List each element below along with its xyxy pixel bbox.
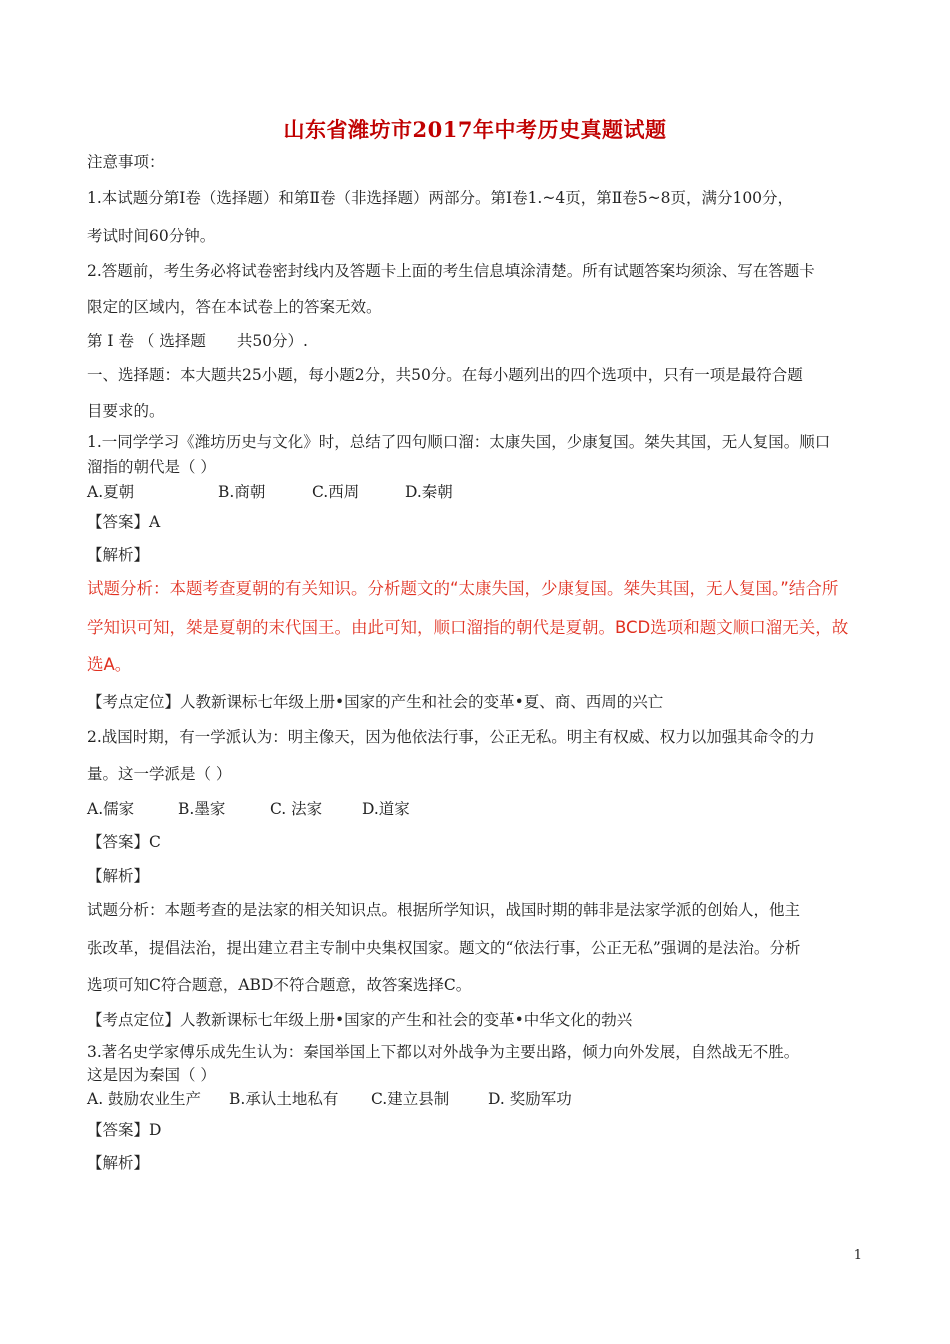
q3-option-a: A. 鼓励农业生产: [87, 1090, 202, 1108]
q3-option-d: D. 奖励军功: [488, 1090, 572, 1108]
section-intro-line-1: 一、选择题：本大题共25小题，每小题2分，共50分。在每小题列出的四个选项中，只有一项是最符合题: [87, 366, 803, 384]
q1-knowledge-point: 【考点定位】人教新课标七年级上册•国家的产生和社会的变革•夏、商、西周的兴亡: [87, 693, 664, 711]
q2-analysis-line-3: 选项可知C符合题意，ABD不符合题意，故答案选择C。: [87, 976, 472, 994]
q1-option-a: A.夏朝: [87, 483, 135, 501]
page-title: 山东省潍坊市2017年中考历史真题试题: [283, 117, 667, 142]
q1-stem-line-1: 1.一同学学习《潍坊历史与文化》时，总结了四句顺口溜：太康失国，少康复国。桀失其国，无人复国。顺口: [87, 433, 831, 451]
note-2-line-1: 2.答题前，考生务必将试卷密封线内及答题卡上面的考生信息填涂清楚。所有试题答案均须涂、写在答题卡: [87, 262, 815, 280]
q2-analysis-line-2: 张改革，提倡法治，提出建立君主专制中央集权国家。题文的“依法行事，公正无私”强调的是法治。分析: [87, 939, 801, 957]
q3-stem-line-1: 3.著名史学家傅乐成先生认为：秦国举国上下都以对外战争为主要出路，倾力向外发展，自然战无不胜。: [87, 1043, 800, 1061]
note-1-line-2: 考试时间60分钟。: [87, 227, 216, 245]
section-intro-line-2: 目要求的。: [87, 402, 165, 420]
page-number: 1: [853, 1248, 862, 1263]
q1-option-d: D.秦朝: [405, 483, 453, 501]
q2-stem-line-2: 量。这一学派是（ ）: [87, 765, 232, 783]
q3-answer: 【答案】D: [87, 1121, 162, 1139]
q3-option-b: B.承认土地私有: [229, 1090, 339, 1108]
q2-answer: 【答案】C: [87, 833, 161, 851]
q2-option-c: C. 法家: [270, 800, 323, 818]
note-1-line-1: 1.本试题分第Ⅰ卷（选择题）和第Ⅱ卷（非选择题）两部分。第Ⅰ卷1.~4页，第Ⅱ卷5~8页，满分100分，: [87, 189, 794, 207]
q3-option-c: C.建立县制: [371, 1090, 450, 1108]
notes-heading: 注意事项：: [87, 153, 165, 171]
part-1-heading: 第 Ⅰ 卷 （ 选择题 共50分）.: [87, 332, 308, 350]
q1-stem-line-2: 溜指的朝代是（ ）: [87, 458, 216, 476]
q2-option-a: A.儒家: [87, 800, 135, 818]
q1-analysis-line-2: 学知识可知，桀是夏朝的末代国王。由此可知，顺口溜指的朝代是夏朝。BCD选项和题文顺口溜无关，故: [87, 618, 849, 637]
q2-stem-line-1: 2.战国时期，有一学派认为：明主像天，因为他依法行事，公正无私。明主有权威、权力以加强其命令的力: [87, 728, 815, 746]
q1-option-c: C.西周: [312, 483, 360, 501]
q1-analysis-line-3: 选A。: [87, 655, 132, 674]
q1-answer: 【答案】A: [87, 513, 161, 531]
q2-option-d: D.道家: [362, 800, 410, 818]
q2-analysis-line-1: 试题分析：本题考查的是法家的相关知识点。根据所学知识，战国时期的韩非是法家学派的创始人，他主: [87, 901, 801, 919]
q2-option-b: B.墨家: [178, 800, 226, 818]
q2-knowledge-point: 【考点定位】人教新课标七年级上册•国家的产生和社会的变革•中华文化的勃兴: [87, 1011, 633, 1029]
q1-option-b: B.商朝: [218, 483, 266, 501]
q3-analysis-label: 【解析】: [87, 1154, 150, 1172]
note-2-line-2: 限定的区域内，答在本试卷上的答案无效。: [87, 298, 382, 316]
q1-analysis-line-1: 试题分析：本题考查夏朝的有关知识。分析题文的“太康失国，少康复国。桀失其国，无人复国。”结合所: [87, 579, 839, 598]
q2-analysis-label: 【解析】: [87, 867, 150, 885]
q3-stem-line-2: 这是因为秦国（ ）: [87, 1066, 216, 1084]
q1-analysis-label: 【解析】: [87, 546, 150, 564]
